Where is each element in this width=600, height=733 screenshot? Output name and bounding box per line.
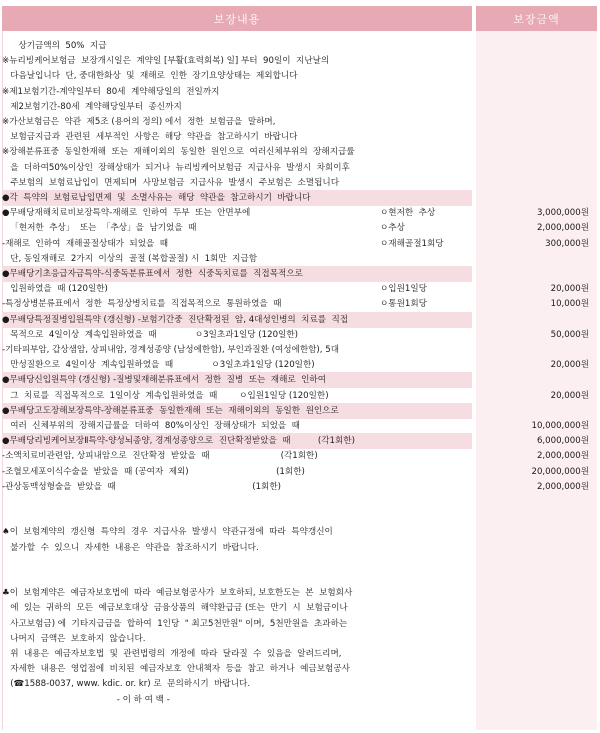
table-row <box>0 38 600 54</box>
row-text: ♣이 보험계약은 예금자보호법에 따라 예금보험공사가 보호하되, 보호한도는 본 보험회사 <box>2 588 353 599</box>
table-row <box>0 281 600 297</box>
row-condition: ㅇ재해골절1회당 <box>380 238 444 249</box>
row-text <box>2 509 472 525</box>
table-row <box>0 175 600 191</box>
table-row <box>0 312 600 328</box>
table-row <box>0 266 600 282</box>
row-text: 여러 신체부위의 장해지급률을 더하여 80%이상인 장해상태가 되었을 때 <box>2 421 300 431</box>
table-row <box>0 661 600 677</box>
table-row <box>0 205 600 221</box>
header-coverage-amount: 보장금액 <box>476 6 597 31</box>
row-text: 위 내용은 예금자보호법 및 관련법령의 개정에 따라 달라질 수 있음을 알려드리며, <box>2 649 342 659</box>
table-row <box>0 464 600 480</box>
row-amount: 20,000원 <box>550 284 589 295</box>
table-row <box>0 144 600 160</box>
row-amount: 2,000,000원 <box>536 451 589 462</box>
table-row <box>0 190 600 206</box>
table-row <box>0 53 600 69</box>
row-text: 목적으로 4일이상 계속입원하였을 때 ㅇ3일초과1일당 (120일한) <box>2 329 299 340</box>
row-condition: ㅇ통원1회당 <box>380 299 427 310</box>
row-text: ●무배당재해치료비보장특약-재해로 인하여 두부 또는 안면부에 <box>2 208 251 219</box>
table-row <box>0 494 600 510</box>
row-text: ●무배당기초응급자금특약-식중독분류표에서 정한 식중독치료를 직접목적으로 <box>2 266 472 282</box>
row-text: 입원하였을 때 (120일한) <box>2 284 108 295</box>
row-text: 에 있는 귀하의 모든 예금보호대상 금융상품의 해약환급금 (또는 만기 시 보험금이나 <box>2 603 348 614</box>
row-amount: 6,000,000원 <box>536 436 589 447</box>
row-text: 제2보험기간-80세 계약해당일부터 종신까지 <box>2 101 182 112</box>
table-row <box>0 509 600 525</box>
row-text: 주보험의 보험료납입이 면제되며 사망보험금 지급사유 발생시 주보험은 소멸됩니다 <box>2 177 339 188</box>
table-row <box>0 251 600 267</box>
table-row <box>0 692 600 708</box>
row-text: ●무배당고도장해보장특약-장해분류표중 동일한재해 또는 재해이외의 동일한 원인으로 <box>2 403 472 419</box>
row-text: ※뉴리빙케어보험금 보장개시일은 계약일 [부활(효력회복) 일] 부터 90일이 지난날의 <box>2 56 330 67</box>
row-condition: ㅇ입원1일당 <box>380 284 427 295</box>
row-text: 자세한 내용은 영업점에 비치된 예금자보호 안내책자 등을 참고 하거나 예금보험공사 <box>2 664 350 675</box>
row-amount: 300,000원 <box>545 238 589 249</box>
table-row <box>0 600 600 616</box>
row-text: 보험금지급과 관련된 세부적인 사항은 해당 약관을 참고하시기 바랍니다 <box>2 132 298 143</box>
row-amount: 10,000원 <box>550 299 589 310</box>
table-row <box>0 479 600 495</box>
row-text: 「현저한 추상」 또는 「추상」을 남기었을 때 <box>2 223 197 234</box>
table-row <box>0 631 600 647</box>
row-condition: ㅇ추상 <box>380 223 405 234</box>
row-text: -기타피부암, 갑상샘암, 상피내암, 경계성종양 (남성에한함), 부인과질환 (여성에한함), 5대 <box>2 345 340 355</box>
table-row <box>0 555 600 571</box>
table-row <box>0 114 600 130</box>
row-text: ●무배당특정질병입원특약 (갱신형) -보험기간중 진단확정된 암, 4대성인병의 치료를 직접 <box>2 312 472 328</box>
row-text: -조혈모세포이식수술을 받았을 때 (공여자 제외) (1회한) <box>2 466 305 477</box>
row-text: ♠이 보험계약의 갱신형 특약의 경우 지급사유 발생시 약관규정에 따라 특약갱신이 <box>2 527 333 538</box>
row-text: ●무배당리빙케어보장Ⅱ특약-양성뇌종양, 경계성종양으로 진단확정받았을 때 (각1회한) <box>2 433 472 449</box>
row-amount: 50,000원 <box>550 329 589 340</box>
table-row <box>0 646 600 662</box>
row-amount: 20,000원 <box>550 390 589 401</box>
row-amount: 2,000,000원 <box>536 481 589 492</box>
row-text: (☎1588-0037, www. kdic. or. kr) 로 문의하시기 바랍니다. <box>2 679 251 690</box>
row-text: -관상동맥성형술을 받았을 때 (1회한) <box>2 481 282 492</box>
table-row <box>0 540 600 556</box>
table-row <box>0 616 600 632</box>
row-amount: 10,000,000원 <box>531 421 589 431</box>
row-condition: ㅇ현저한 추상 <box>380 208 436 219</box>
row-text: ●각 특약의 보험료납입면제 및 소멸사유는 해당 약관을 참고하시기 바랍니다 <box>2 190 472 206</box>
table-row <box>0 524 600 540</box>
row-text: -소액치료비관련암, 상피내암으로 진단확정 받았을 때 (각1회한) <box>2 451 318 462</box>
table-row <box>0 676 600 692</box>
row-text: - 이 하 여 백 - <box>2 694 170 705</box>
table-row <box>0 372 600 388</box>
row-text: 단, 동일재해로 2가지 이상의 골절 (복합골절) 시 1회만 지급함 <box>2 253 258 264</box>
table-row <box>0 448 600 464</box>
table-row <box>0 433 600 449</box>
row-text <box>2 555 472 571</box>
row-text: ※제1보험기간-계약일부터 80세 계약해당일의 전일까지 <box>2 86 220 97</box>
table-row <box>0 357 600 373</box>
table-row <box>0 220 600 236</box>
table-row <box>0 84 600 100</box>
table-row <box>0 342 600 358</box>
row-text: 그 치료를 직접목적으로 1일이상 계속입원하였을 때 ㅇ입원1일당 (120일한) <box>2 390 329 401</box>
table-row <box>0 585 600 601</box>
table-row <box>0 418 600 434</box>
row-text: -재해로 인하여 재해골절상태가 되었을 때 <box>2 238 169 249</box>
row-text: 을 더하여50%이상인 장해상태가 되거나 뉴리빙케어보험금 지급사유 발생시 차회이후 <box>2 162 350 173</box>
row-amount: 2,000,000원 <box>536 223 589 234</box>
table-row <box>0 160 600 176</box>
row-text <box>2 570 472 586</box>
header-coverage-content: 보장내용 <box>2 6 472 31</box>
row-amount: 3,000,000원 <box>536 208 589 219</box>
row-text: 나머지 금액은 보호하지 않습니다. <box>2 633 146 644</box>
row-text: ※장해분류표중 동일한재해 또는 재해이외의 동일한 원인으로 여러신체부위의 장해지급률 <box>2 147 355 158</box>
table-row <box>0 403 600 419</box>
table-row <box>0 388 600 404</box>
row-amount: 20,000,000원 <box>531 466 589 477</box>
row-text <box>2 494 472 510</box>
row-text: 만성질환으로 4일이상 계속입원하였을 때 ㅇ3일초과1일당 (120일한) <box>2 360 315 371</box>
row-text: ※가산보험금은 약관 제5조 (용어의 정의) 에서 정한 보험금을 말하며, <box>2 117 276 127</box>
table-row <box>0 296 600 312</box>
row-text: 상기금액의 50% 지급 <box>2 41 107 51</box>
row-text: 사고보험금) 에 기타지급금을 합하여 1인당 " 최고5천만원" 이며, 5천만원을 초과하는 <box>2 618 348 629</box>
row-text: ●무배당신입원특약 (갱신형) -질병및재해분류표에서 정한 질병 또는 재해로 인하여 <box>2 372 472 388</box>
table-row <box>0 327 600 343</box>
table-row <box>0 129 600 145</box>
table-row <box>0 570 600 586</box>
table-row <box>0 68 600 84</box>
table-row <box>0 99 600 115</box>
row-text: 다음날입니다 단, 중대한화상 및 재해로 인한 장기요양상태는 제외합니다 <box>2 71 298 82</box>
row-text: -특정상병분류표에서 정한 특정상병치료를 직접목적으로 통원하였을 때 <box>2 299 282 310</box>
table-row <box>0 236 600 252</box>
row-text: 불가할 수 있으니 자세한 내용은 약관을 참조하시기 바랍니다. <box>2 542 259 553</box>
row-amount: 20,000원 <box>550 360 589 371</box>
